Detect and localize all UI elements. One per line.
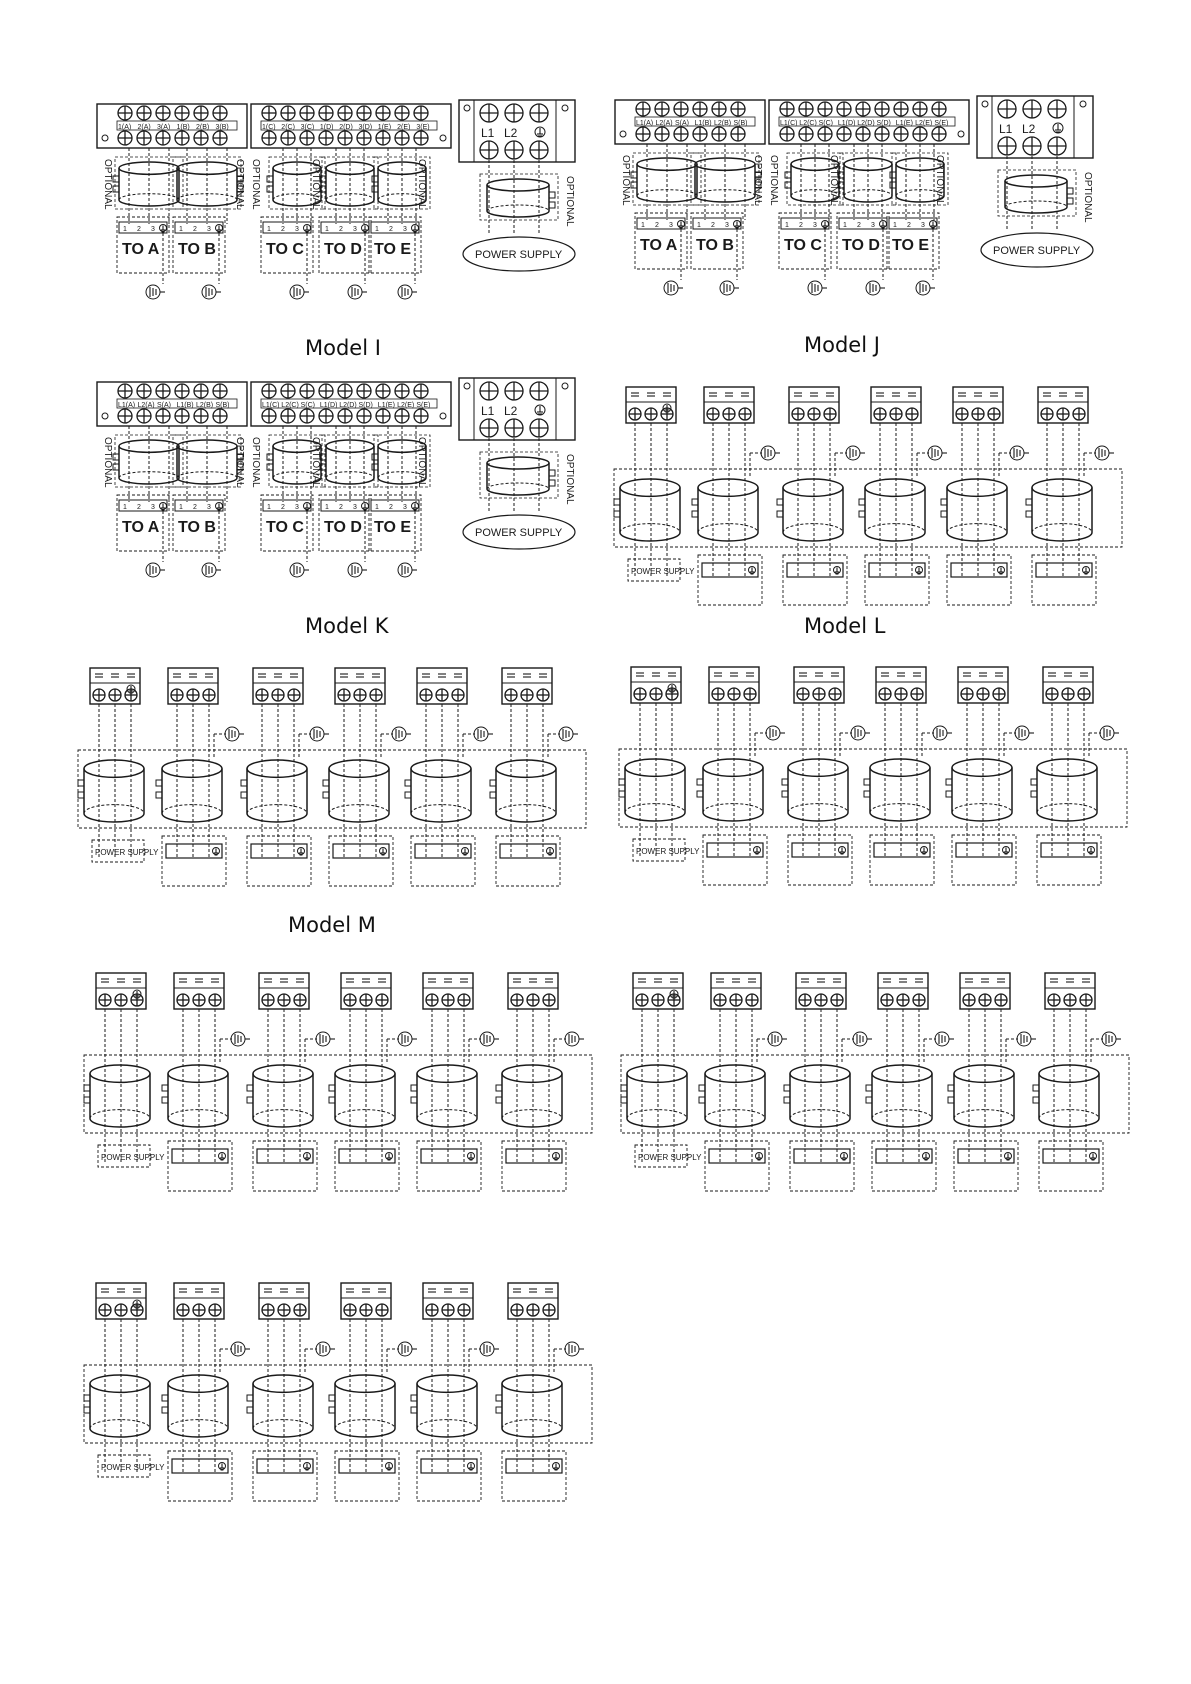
zone-label: TO D xyxy=(324,519,362,536)
terminal-block xyxy=(253,668,303,858)
optional-label: OPTIONAL xyxy=(416,159,427,210)
ferrite-core xyxy=(614,479,680,541)
power-supply-box xyxy=(628,559,695,581)
power-supply-label: POWER SUPPLY xyxy=(101,1463,165,1472)
svg-text:2: 2 xyxy=(137,504,141,511)
terminal-block xyxy=(90,668,140,858)
terminal-block xyxy=(1038,387,1088,577)
ferrite-core xyxy=(247,1342,335,1437)
ferrite-core xyxy=(1031,726,1119,821)
power-terminal-block xyxy=(977,96,1093,158)
indoor-unit-box xyxy=(502,1141,566,1191)
indoor-unit-box xyxy=(703,835,767,885)
terminal-block xyxy=(878,973,928,1163)
terminal-label: L2(D) xyxy=(857,120,875,127)
svg-text:2: 2 xyxy=(389,226,393,233)
ferrite-core xyxy=(247,1032,335,1127)
svg-text:1: 1 xyxy=(325,226,329,233)
power-supply-box xyxy=(92,840,159,862)
ferrite-core xyxy=(173,148,243,224)
zone-label: TO E xyxy=(374,241,412,258)
optional-label: OPTIONAL xyxy=(102,159,113,210)
indoor-unit-box xyxy=(168,1451,232,1501)
svg-text:1: 1 xyxy=(375,504,379,511)
terminal-label: L2(A) xyxy=(137,402,155,409)
terminal-block xyxy=(417,668,467,858)
zone-d xyxy=(319,217,371,299)
terminal-block xyxy=(96,1283,146,1473)
ferrite-core xyxy=(78,760,144,822)
svg-text:2: 2 xyxy=(711,222,715,229)
ferrite-core xyxy=(329,1032,417,1127)
ferrite-core xyxy=(320,148,378,224)
svg-text:3: 3 xyxy=(151,226,155,233)
terminal-label: 2(E) xyxy=(397,124,411,131)
zone-a xyxy=(117,217,169,299)
terminal-block xyxy=(423,1283,473,1473)
zone-label: TO D xyxy=(324,241,362,258)
svg-text:1: 1 xyxy=(123,504,127,511)
terminal-block xyxy=(1043,667,1093,857)
svg-text:3: 3 xyxy=(207,226,211,233)
terminal-block xyxy=(174,973,224,1163)
ferrite-core xyxy=(946,726,1034,821)
power-supply-box xyxy=(633,839,700,861)
terminal-block xyxy=(789,387,839,577)
optional-label: OPTIONAL xyxy=(752,155,763,206)
ferrite-core xyxy=(411,1032,499,1127)
svg-text:3: 3 xyxy=(353,226,357,233)
terminal-block xyxy=(794,667,844,857)
zone-d xyxy=(319,495,371,577)
zone-b xyxy=(173,217,225,299)
optional-label: OPTIONAL xyxy=(234,159,245,210)
ferrite-core xyxy=(496,1342,584,1437)
terminal-label: L1(B) xyxy=(176,402,194,409)
terminal-label: L2(E) xyxy=(397,402,415,409)
svg-text:1: 1 xyxy=(843,222,847,229)
terminal-block xyxy=(876,667,926,857)
l1-label: L1 xyxy=(999,122,1013,136)
ferrite-core xyxy=(405,727,493,822)
optional-label: OPTIONAL xyxy=(416,437,427,488)
indoor-unit-box xyxy=(411,836,475,886)
indoor-unit-box xyxy=(788,835,852,885)
ferrite-core xyxy=(490,727,578,822)
caption-model-l: Model L xyxy=(804,614,886,638)
zone-a xyxy=(635,213,687,295)
zone-label: TO A xyxy=(122,241,160,258)
terminal-block xyxy=(96,973,146,1163)
terminal-label: 3(B) xyxy=(215,124,229,131)
terminal-label: 2(D) xyxy=(339,124,353,131)
indoor-unit-box xyxy=(698,555,762,605)
ferrite-core xyxy=(621,1065,687,1127)
indoor-unit-box xyxy=(253,1451,317,1501)
terminal-block xyxy=(259,1283,309,1473)
terminal-block xyxy=(633,973,683,1163)
caption-model-k: Model K xyxy=(305,614,389,638)
terminal-block xyxy=(423,973,473,1163)
terminal-label: L1(E) xyxy=(895,120,913,127)
zone-label: TO C xyxy=(784,237,822,254)
terminal-label: L1(C) xyxy=(780,120,798,127)
terminal-block xyxy=(341,1283,391,1473)
terminal-label: L2(A) xyxy=(655,120,673,127)
indoor-unit-box xyxy=(783,555,847,605)
ferrite-core xyxy=(699,1032,787,1127)
terminal-block xyxy=(958,667,1008,857)
power-supply-label: POWER SUPPLY xyxy=(638,1153,702,1162)
optional-label: OPTIONAL xyxy=(564,176,575,227)
model-l-panel xyxy=(614,387,1122,605)
zone-label: TO B xyxy=(696,237,734,254)
svg-text:1: 1 xyxy=(267,226,271,233)
ferrite-core xyxy=(173,426,243,502)
terminal-block xyxy=(704,387,754,577)
ferrite-core xyxy=(948,1032,1036,1127)
optional-label: OPTIONAL xyxy=(564,454,575,505)
optional-label: OPTIONAL xyxy=(310,437,321,488)
svg-text:3: 3 xyxy=(403,504,407,511)
ferrite-core xyxy=(162,1342,250,1437)
terminal-block xyxy=(335,668,385,858)
terminal-block xyxy=(709,667,759,857)
terminal-label: S(B) xyxy=(733,120,748,127)
model-m-panel-3 xyxy=(84,973,592,1191)
ferrite-core xyxy=(859,446,947,541)
indoor-unit-box xyxy=(417,1451,481,1501)
indoor-unit-box xyxy=(335,1451,399,1501)
svg-text:3: 3 xyxy=(669,222,673,229)
optional-label: OPTIONAL xyxy=(934,155,945,206)
terminal-block xyxy=(168,668,218,858)
svg-text:2: 2 xyxy=(281,226,285,233)
svg-text:1: 1 xyxy=(375,226,379,233)
svg-text:2: 2 xyxy=(389,504,393,511)
svg-text:1: 1 xyxy=(697,222,701,229)
svg-text:3: 3 xyxy=(151,504,155,511)
ferrite-core xyxy=(162,1032,250,1127)
svg-text:3: 3 xyxy=(403,226,407,233)
model-m-panel-4 xyxy=(621,973,1129,1191)
indoor-unit-box xyxy=(168,1141,232,1191)
terminal-label: L1(B) xyxy=(694,120,712,127)
terminal-block xyxy=(1045,973,1095,1163)
zone-d xyxy=(837,213,889,295)
svg-text:1: 1 xyxy=(123,226,127,233)
ferrite-core xyxy=(941,446,1029,541)
svg-text:1: 1 xyxy=(785,222,789,229)
indoor-unit-box xyxy=(247,836,311,886)
ferrite-core xyxy=(1033,1032,1121,1127)
ferrite-core xyxy=(782,726,870,821)
terminal-label: L2(B) xyxy=(196,402,214,409)
svg-text:2: 2 xyxy=(193,226,197,233)
terminal-block xyxy=(502,668,552,858)
terminal-label: L1(E) xyxy=(377,402,395,409)
terminal-label: 1(E) xyxy=(377,124,392,131)
svg-text:3: 3 xyxy=(725,222,729,229)
svg-text:1: 1 xyxy=(179,226,183,233)
terminal-block xyxy=(631,667,681,857)
zone-b xyxy=(691,213,743,295)
svg-text:1: 1 xyxy=(325,504,329,511)
indoor-unit-box xyxy=(162,836,226,886)
terminal-label: S(D) xyxy=(876,120,891,127)
svg-text:1: 1 xyxy=(179,504,183,511)
terminal-label: 1(A) xyxy=(118,124,132,131)
optional-label: OPTIONAL xyxy=(310,159,321,210)
zone-e xyxy=(369,495,421,577)
terminal-label: L1(C) xyxy=(262,402,280,409)
terminal-block xyxy=(508,1283,558,1473)
power-supply-label: POWER SUPPLY xyxy=(95,848,159,857)
indoor-unit-box xyxy=(865,555,929,605)
power-supply xyxy=(463,160,575,271)
indoor-unit-box xyxy=(253,1141,317,1191)
terminal-label: L2(B) xyxy=(714,120,732,127)
indoor-unit-box xyxy=(502,1451,566,1501)
svg-text:3: 3 xyxy=(921,222,925,229)
terminal-block xyxy=(174,1283,224,1473)
optional-label: OPTIONAL xyxy=(828,155,839,206)
terminal-label: L2(D) xyxy=(339,402,357,409)
model-m-panel-5 xyxy=(84,1283,592,1501)
ferrite-core xyxy=(84,1065,150,1127)
zone-c xyxy=(779,213,831,295)
terminal-label: 1(B) xyxy=(176,124,190,131)
terminal-label: S(E) xyxy=(934,120,949,127)
power-supply-box xyxy=(635,1145,702,1167)
zone-label: TO A xyxy=(640,237,678,254)
terminal-label: S(A) xyxy=(157,402,171,409)
indoor-unit-box xyxy=(870,835,934,885)
indoor-unit-box xyxy=(496,836,560,886)
caption-model-i: Model I xyxy=(305,336,381,360)
terminal-label: L1(A) xyxy=(118,402,136,409)
ferrite-core xyxy=(411,1342,499,1437)
terminal-label: S(B) xyxy=(215,402,230,409)
ferrite-core xyxy=(864,726,952,821)
model-k-panel xyxy=(97,378,575,577)
svg-text:1: 1 xyxy=(267,504,271,511)
svg-text:2: 2 xyxy=(137,226,141,233)
caption-model-m: Model M xyxy=(288,913,376,937)
zone-label: TO C xyxy=(266,241,304,258)
optional-label: OPTIONAL xyxy=(620,155,631,206)
svg-text:3: 3 xyxy=(871,222,875,229)
power-supply-label: POWER SUPPLY xyxy=(636,847,700,856)
optional-label: OPTIONAL xyxy=(250,159,261,210)
model-j-panel xyxy=(615,96,1093,295)
ferrite-core xyxy=(113,148,183,224)
l1-label: L1 xyxy=(481,404,495,418)
svg-text:3: 3 xyxy=(207,504,211,511)
power-supply xyxy=(463,438,575,549)
indoor-unit-box xyxy=(335,1141,399,1191)
svg-text:2: 2 xyxy=(799,222,803,229)
indoor-unit-box xyxy=(1032,555,1096,605)
model-i-panel xyxy=(97,100,575,299)
zone-c xyxy=(261,495,313,577)
terminal-block xyxy=(796,973,846,1163)
power-terminal-block xyxy=(459,378,575,440)
terminal-block-cde xyxy=(251,104,451,148)
zone-label: TO E xyxy=(374,519,412,536)
terminal-label: 3(E) xyxy=(416,124,430,131)
svg-text:2: 2 xyxy=(857,222,861,229)
svg-text:2: 2 xyxy=(339,504,343,511)
ferrite-core xyxy=(323,727,411,822)
indoor-unit-box xyxy=(872,1141,936,1191)
terminal-block-ab xyxy=(97,382,247,426)
svg-text:2: 2 xyxy=(655,222,659,229)
terminal-label: 1(C) xyxy=(262,124,276,131)
power-supply xyxy=(981,156,1093,267)
model-m-panel-2 xyxy=(619,667,1127,885)
ferrite-core xyxy=(838,144,896,220)
terminal-label: 2(A) xyxy=(137,124,151,131)
optional-label: OPTIONAL xyxy=(768,155,779,206)
ferrite-core xyxy=(697,726,785,821)
terminal-block xyxy=(953,387,1003,577)
terminal-label: L2(E) xyxy=(915,120,933,127)
optional-label: OPTIONAL xyxy=(1082,172,1093,223)
power-terminal-block xyxy=(459,100,575,162)
terminal-block xyxy=(259,973,309,1163)
svg-text:3: 3 xyxy=(353,504,357,511)
indoor-unit-box xyxy=(1039,1141,1103,1191)
ferrite-core xyxy=(156,727,244,822)
power-supply-box xyxy=(98,1455,165,1477)
terminal-label: S(C) xyxy=(300,402,315,409)
terminal-block xyxy=(960,973,1010,1163)
terminal-label: 2(B) xyxy=(196,124,210,131)
terminal-label: L1(D) xyxy=(837,120,856,127)
indoor-unit-box xyxy=(705,1141,769,1191)
indoor-unit-box xyxy=(790,1141,854,1191)
svg-text:3: 3 xyxy=(295,504,299,511)
indoor-unit-box xyxy=(947,555,1011,605)
terminal-label: L2(C) xyxy=(799,120,817,127)
svg-text:2: 2 xyxy=(281,504,285,511)
l1-label: L1 xyxy=(481,126,495,140)
zone-label: TO B xyxy=(178,519,216,536)
terminal-block xyxy=(711,973,761,1163)
terminal-block-cde xyxy=(769,100,969,144)
ferrite-core xyxy=(84,1375,150,1437)
power-supply-label: POWER SUPPLY xyxy=(101,1153,165,1162)
ferrite-core xyxy=(320,426,378,502)
terminal-label: S(A) xyxy=(675,120,689,127)
terminal-block-ab xyxy=(97,104,247,148)
terminal-label: 3(A) xyxy=(157,124,171,131)
zone-b xyxy=(173,495,225,577)
terminal-label: L1(A) xyxy=(636,120,654,127)
power-supply-label: POWER SUPPLY xyxy=(631,567,695,576)
ferrite-core xyxy=(692,446,780,541)
ferrite-core xyxy=(241,727,329,822)
optional-label: OPTIONAL xyxy=(102,437,113,488)
indoor-unit-box xyxy=(952,835,1016,885)
model-m-panel-1 xyxy=(78,668,586,886)
terminal-label: L1(D) xyxy=(319,402,338,409)
ferrite-core xyxy=(619,759,685,821)
l2-label: L2 xyxy=(504,126,518,140)
l2-label: L2 xyxy=(504,404,518,418)
zone-c xyxy=(261,217,313,299)
optional-label: OPTIONAL xyxy=(250,437,261,488)
zone-a xyxy=(117,495,169,577)
terminal-label: S(C) xyxy=(818,120,833,127)
svg-text:1: 1 xyxy=(893,222,897,229)
power-supply-label: POWER SUPPLY xyxy=(475,249,563,261)
zone-label: TO A xyxy=(122,519,160,536)
terminal-block-ab xyxy=(615,100,765,144)
terminal-label: 2(C) xyxy=(281,124,295,131)
caption-model-j: Model J xyxy=(804,333,880,357)
ferrite-core xyxy=(496,1032,584,1127)
terminal-block xyxy=(871,387,921,577)
zone-e xyxy=(887,213,939,295)
terminal-label: 3(D) xyxy=(358,124,373,131)
optional-label: OPTIONAL xyxy=(234,437,245,488)
ferrite-core xyxy=(691,144,761,220)
terminal-label: S(D) xyxy=(358,402,373,409)
indoor-unit-box xyxy=(954,1141,1018,1191)
terminal-label: 3(C) xyxy=(300,124,315,131)
terminal-label: 1(D) xyxy=(319,124,334,131)
terminal-block xyxy=(508,973,558,1163)
indoor-unit-box xyxy=(417,1141,481,1191)
zone-e xyxy=(369,217,421,299)
zone-label: TO E xyxy=(892,237,930,254)
zone-label: TO D xyxy=(842,237,880,254)
indoor-unit-box xyxy=(329,836,393,886)
terminal-block xyxy=(626,387,676,577)
l2-label: L2 xyxy=(1022,122,1036,136)
ferrite-core xyxy=(329,1342,417,1437)
power-supply-box xyxy=(98,1145,165,1167)
ferrite-core xyxy=(777,446,865,541)
ferrite-core xyxy=(866,1032,954,1127)
ferrite-core xyxy=(784,1032,872,1127)
svg-text:2: 2 xyxy=(339,226,343,233)
terminal-block xyxy=(341,973,391,1163)
ferrite-core xyxy=(631,144,701,220)
terminal-block-cde xyxy=(251,382,451,426)
indoor-unit-box xyxy=(1037,835,1101,885)
ferrite-core xyxy=(113,426,183,502)
terminal-label: L2(C) xyxy=(281,402,299,409)
svg-text:1: 1 xyxy=(641,222,645,229)
svg-text:3: 3 xyxy=(813,222,817,229)
svg-text:3: 3 xyxy=(295,226,299,233)
power-supply-label: POWER SUPPLY xyxy=(475,527,563,539)
terminal-label: S(E) xyxy=(416,402,431,409)
svg-text:2: 2 xyxy=(193,504,197,511)
svg-text:2: 2 xyxy=(907,222,911,229)
zone-label: TO C xyxy=(266,519,304,536)
ferrite-core xyxy=(1026,446,1114,541)
zone-label: TO B xyxy=(178,241,216,258)
power-supply-label: POWER SUPPLY xyxy=(993,245,1081,257)
